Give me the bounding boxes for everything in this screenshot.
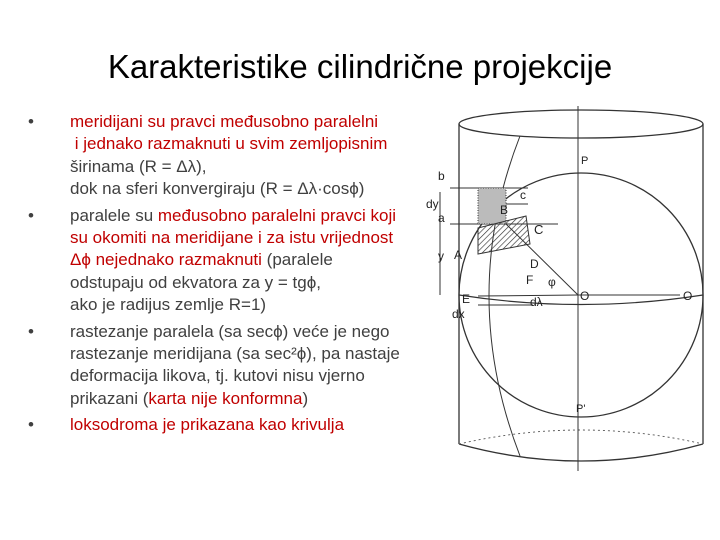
label-c: c bbox=[520, 188, 526, 202]
text-segment: Δϕ nejednako razmaknuti bbox=[70, 250, 267, 270]
label-dlambda: dλ bbox=[530, 295, 543, 309]
text-segment: ) bbox=[302, 388, 309, 408]
text-segment: odstupaju od ekvatora za y = tgϕ, bbox=[70, 272, 321, 292]
text-segment: dok na sferi konvergiraju (R = Δλ·cosϕ) bbox=[70, 179, 365, 199]
label-b: b bbox=[438, 169, 445, 183]
bullet-line bbox=[70, 111, 438, 133]
label-O2: O bbox=[683, 289, 693, 303]
cylinder-bottom-curve bbox=[459, 444, 703, 461]
label-dx: dx bbox=[452, 307, 465, 321]
page-title: Karakteristike cilindrične projekcije bbox=[107, 48, 613, 85]
bullet-line bbox=[70, 365, 438, 387]
text-segment: meridijani su pravci bbox=[70, 112, 221, 131]
bullet-line bbox=[70, 343, 438, 365]
label-a: a bbox=[438, 211, 445, 225]
cylindrical-projection-diagram bbox=[418, 96, 720, 486]
text-segment: deformacija likova, tj. kutovi nisu vjerno bbox=[70, 366, 365, 386]
bullet-line bbox=[70, 294, 438, 316]
bullet-line bbox=[70, 178, 438, 200]
bullet-list bbox=[28, 111, 438, 441]
bullet-item bbox=[28, 414, 438, 436]
radius-line bbox=[478, 295, 578, 296]
label-E: E bbox=[462, 292, 471, 306]
bullet-line bbox=[70, 227, 438, 249]
label-P: P bbox=[581, 155, 589, 167]
bullet-line bbox=[70, 205, 438, 227]
label-phi: φ bbox=[548, 275, 556, 289]
label-O1: O bbox=[580, 289, 590, 303]
text-segment: rastezanje meridijana (sa sec²ϕ), pa nastaje bbox=[70, 344, 400, 364]
bullet-line bbox=[70, 249, 438, 271]
label-P2: P' bbox=[576, 403, 586, 415]
cylinder-top-ellipse bbox=[459, 110, 703, 138]
label-y: y bbox=[438, 249, 444, 263]
bullet-item bbox=[28, 111, 438, 201]
text-segment: širinama (R = Δλ), bbox=[70, 156, 207, 176]
bullet-line bbox=[70, 272, 438, 294]
label-A: A bbox=[454, 248, 463, 262]
bullet-line bbox=[70, 388, 438, 410]
bullet-line bbox=[70, 321, 438, 343]
bullet-item bbox=[28, 321, 438, 411]
bullet-item bbox=[28, 205, 438, 317]
bullet-line bbox=[70, 156, 438, 178]
text-segment: su okomiti na meridijane i za istu vrijednost bbox=[70, 228, 394, 248]
text-segment: i jednako razmaknuti u svim zemljopisnim bbox=[70, 134, 388, 154]
text-segment: paralele su bbox=[70, 205, 158, 225]
bullet-line bbox=[70, 133, 438, 155]
bullet-line bbox=[70, 414, 438, 436]
text-segment: karta nije konformna bbox=[148, 388, 303, 408]
label-D: D bbox=[530, 257, 539, 271]
cylinder-bottom-back bbox=[459, 430, 703, 444]
text-segment: (paralele bbox=[266, 250, 333, 270]
text-segment: rastezanje paralela (sa secϕ) veće je nego bbox=[70, 321, 390, 341]
text-segment: prikazani ( bbox=[70, 388, 149, 408]
text-segment: međusobno paralelni bbox=[220, 112, 379, 131]
label-dy: dy bbox=[426, 197, 439, 211]
label-F: F bbox=[526, 273, 534, 287]
text-segment: ako je radijus zemlje R=1) bbox=[70, 295, 267, 315]
text-segment: loksodroma je prikazana kao krivulja bbox=[70, 415, 345, 435]
label-B: B bbox=[500, 203, 509, 217]
text-segment: međusobno paralelni pravci koji bbox=[157, 205, 397, 225]
label-C: C bbox=[534, 222, 544, 237]
